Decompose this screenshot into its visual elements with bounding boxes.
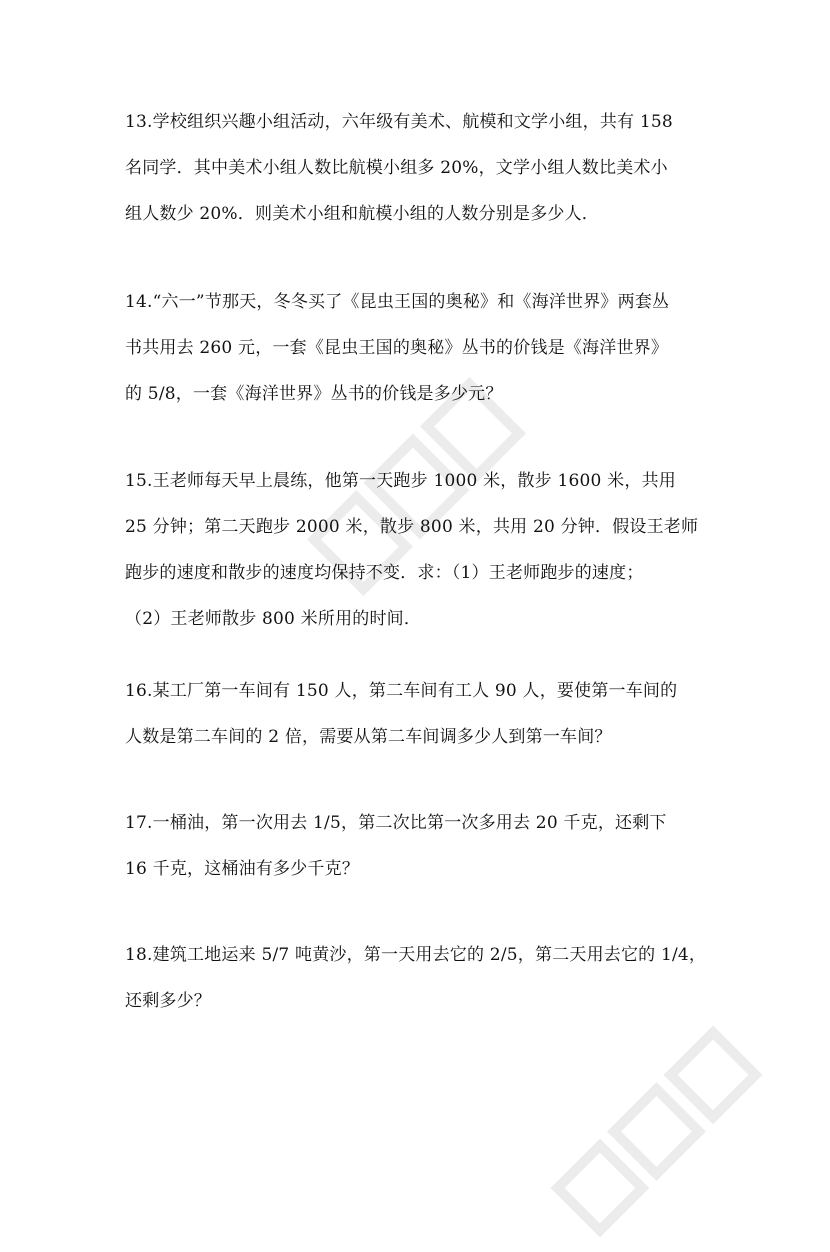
problem-line: 书共用去 260 元，一套《昆虫王国的奥秘》丛书的价钱是《海洋世界》: [125, 338, 669, 358]
problem-line: 组人数少 20%．则美术小组和航模小组的人数分别是多少人．: [125, 204, 599, 224]
problem-13: [125, 99, 705, 237]
problem-15: [125, 458, 705, 642]
problem-line: 的 5/8，一套《海洋世界》丛书的价钱是多少元？: [125, 384, 503, 404]
watermark-logo-bottom: [543, 1018, 776, 1251]
problem-18: [125, 932, 705, 1024]
problem-line: 人数是第二车间的 2 倍，需要从第二车间调多少人到第一车间？: [125, 727, 612, 747]
problem-line: 13.学校组织兴趣小组活动，六年级有美术、航模和文学小组，共有 158: [125, 112, 673, 132]
problem-line: 名同学．其中美术小组人数比航模小组多 20%，文学小组人数比美术小: [125, 158, 668, 178]
problem-line: 还剩多少？: [125, 991, 211, 1011]
problem-line: 18.建筑工地运来 5/7 吨黄沙，第一天用去它的 2/5，第二天用去它的 1/4，: [125, 945, 707, 965]
problem-14: [125, 279, 705, 417]
problem-line: 16.某工厂第一车间有 150 人，第二车间有工人 90 人，要使第一车间的: [125, 681, 678, 701]
problem-16: [125, 668, 705, 760]
problem-line: 25 分钟；第二天跑步 2000 米，散步 800 米，共用 20 分钟．假设王老师: [125, 517, 699, 537]
problem-line: 15.王老师每天早上晨练，他第一天跑步 1000 米，散步 1600 米，共用: [125, 471, 676, 491]
problem-line: 16 千克，这桶油有多少千克？: [125, 859, 360, 879]
problem-line: （2）王老师散步 800 米所用的时间．: [125, 609, 422, 629]
problem-line: 17.一桶油，第一次用去 1/5，第二次比第一次多用去 20 千克，还剩下: [125, 813, 667, 833]
problem-17: [125, 800, 705, 892]
problem-line: 14.“六一”节那天，冬冬买了《昆虫王国的奥秘》和《海洋世界》两套丛: [125, 292, 670, 312]
problem-line: 跑步的速度和散步的速度均保持不变．求：（1）王老师跑步的速度；: [125, 563, 644, 583]
